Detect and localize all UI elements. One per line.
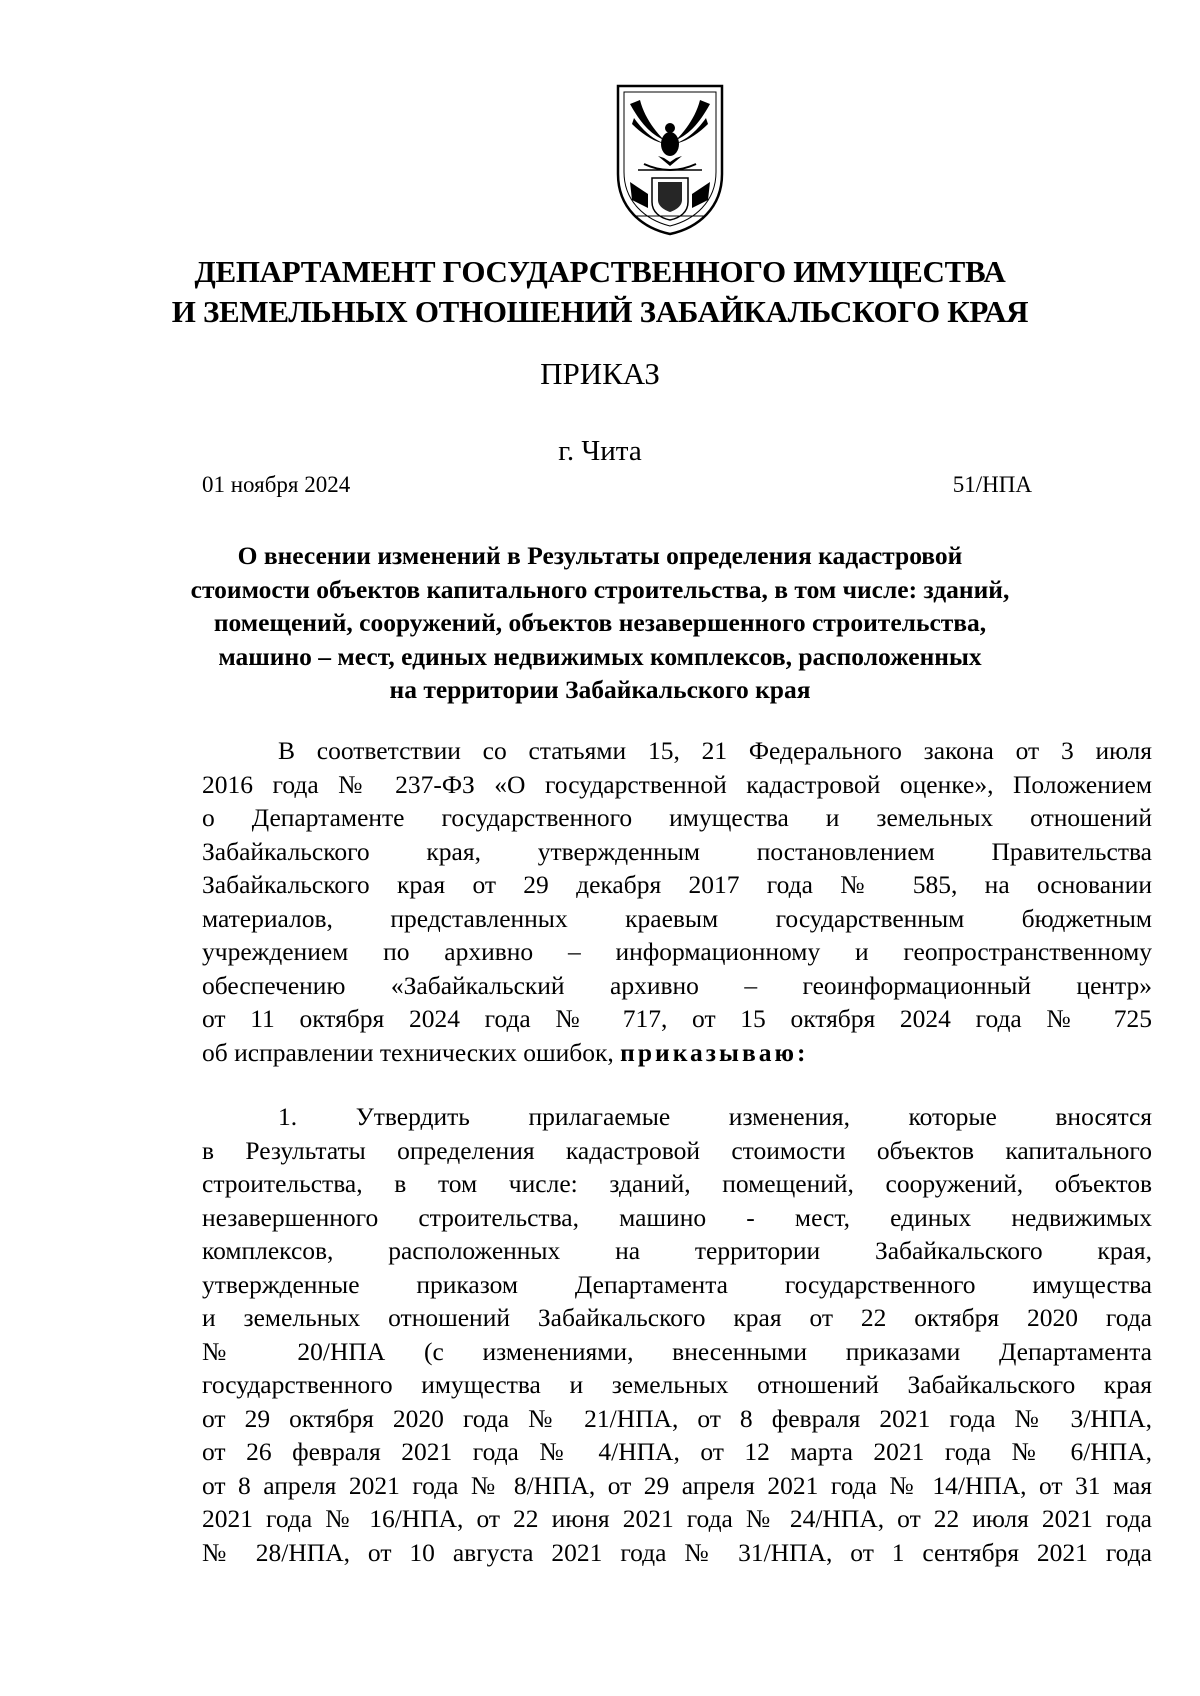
order-keyword: приказываю: bbox=[620, 1037, 809, 1067]
paragraph-line: Забайкальского края, утвержденным постановлением Правительства bbox=[202, 836, 1152, 866]
paragraph-line bbox=[202, 1036, 1152, 1070]
title-line: стоимости объектов капитального строительства, в том числе: зданий, bbox=[190, 574, 1010, 604]
city: г. Чита bbox=[558, 435, 642, 467]
paragraph-line: о Департаменте государственного имущества и земельных отношений bbox=[202, 803, 1152, 832]
title-line: машино – мест, единых недвижимых комплексов, расположенных bbox=[218, 641, 982, 671]
paragraph-line: В соответствии со статьями 15, 21 Федерального закона от 3 июля bbox=[278, 736, 1152, 765]
preamble-paragraph bbox=[202, 734, 1152, 1069]
title-line: на территории Забайкальского края bbox=[389, 675, 811, 704]
paragraph-line: утвержденные приказом Департамента государственного имущества bbox=[202, 1269, 1152, 1299]
paragraph-line: 2021 года № 16/НПА, от 22 июня 2021 года № 24/НПА, от 22 июля 2021 года bbox=[202, 1504, 1152, 1533]
title-line: помещений, сооружений, объектов незавершенного строительства, bbox=[213, 608, 987, 637]
paragraph-line: от 29 октября 2020 года № 21/НПА, от 8 февраля 2021 года № 3/НПА, bbox=[202, 1403, 1152, 1433]
document-number: 51/НПА bbox=[952, 472, 1032, 497]
paragraph-line: от 26 февраля 2021 года № 4/НПА, от 12 марта 2021 года № 6/НПА, bbox=[202, 1437, 1152, 1466]
paragraph-line: Забайкальского края от 29 декабря 2017 года № 585, на основании bbox=[202, 870, 1152, 899]
paragraph-line: строительства, в том числе: зданий, помещений, сооружений, объектов bbox=[202, 1169, 1152, 1198]
paragraph-line: государственного имущества и земельных отношений Забайкальского края bbox=[202, 1370, 1152, 1399]
item-1-paragraph bbox=[202, 1100, 1152, 1569]
document-date: 01 ноября 2024 bbox=[202, 472, 351, 497]
organization-name-line2: И ЗЕМЕЛЬНЫХ ОТНОШЕНИЙ ЗАБАЙКАЛЬСКОГО КРАЯ bbox=[171, 294, 1029, 329]
paragraph-line: материалов, представленных краевым государственным бюджетным bbox=[202, 903, 1152, 933]
date-number-line bbox=[202, 470, 1032, 500]
document-title bbox=[150, 539, 1050, 707]
paragraph-line: от 11 октября 2024 года № 717, от 15 октября 2024 года № 725 bbox=[202, 1004, 1152, 1033]
paragraph-line: 1. Утвердить прилагаемые изменения, которые вносятся bbox=[278, 1102, 1152, 1131]
paragraph-line: № 28/НПА, от 10 августа 2021 года № 31/НПА, от 1 сентября 2021 года bbox=[202, 1537, 1152, 1567]
paragraph-line: обеспечению «Забайкальский архивно – геоинформационный центр» bbox=[202, 970, 1152, 1000]
paragraph-line: от 8 апреля 2021 года № 8/НПА, от 29 апреля 2021 года № 14/НПА, от 31 мая bbox=[202, 1470, 1152, 1500]
paragraph-line: в Результаты определения кадастровой стоимости объектов капитального bbox=[202, 1135, 1152, 1165]
paragraph-text: об исправлении технических ошибок, bbox=[202, 1037, 614, 1067]
paragraph-line: 2016 года № 237-ФЗ «О государственной кадастровой оценке», Положением bbox=[202, 769, 1152, 799]
paragraph-line: и земельных отношений Забайкальского края от 22 октября 2020 года bbox=[202, 1303, 1152, 1332]
organization-name-line1: ДЕПАРТАМЕНТ ГОСУДАРСТВЕННОГО ИМУЩЕСТВА bbox=[194, 254, 1006, 289]
title-line: О внесении изменений в Результаты определения кадастровой bbox=[237, 541, 963, 570]
coat-of-arms-emblem bbox=[614, 82, 726, 236]
document-type: ПРИКАЗ bbox=[540, 356, 660, 391]
paragraph-line: учреждением по архивно – информационному и геопространственному bbox=[202, 937, 1152, 966]
paragraph-line: незавершенного строительства, машино - мест, единых недвижимых bbox=[202, 1202, 1152, 1232]
paragraph-line: комплексов, расположенных на территории Забайкальского края, bbox=[202, 1236, 1152, 1265]
paragraph-line: № 20/НПА (с изменениями, внесенными приказами Департамента bbox=[202, 1336, 1152, 1366]
